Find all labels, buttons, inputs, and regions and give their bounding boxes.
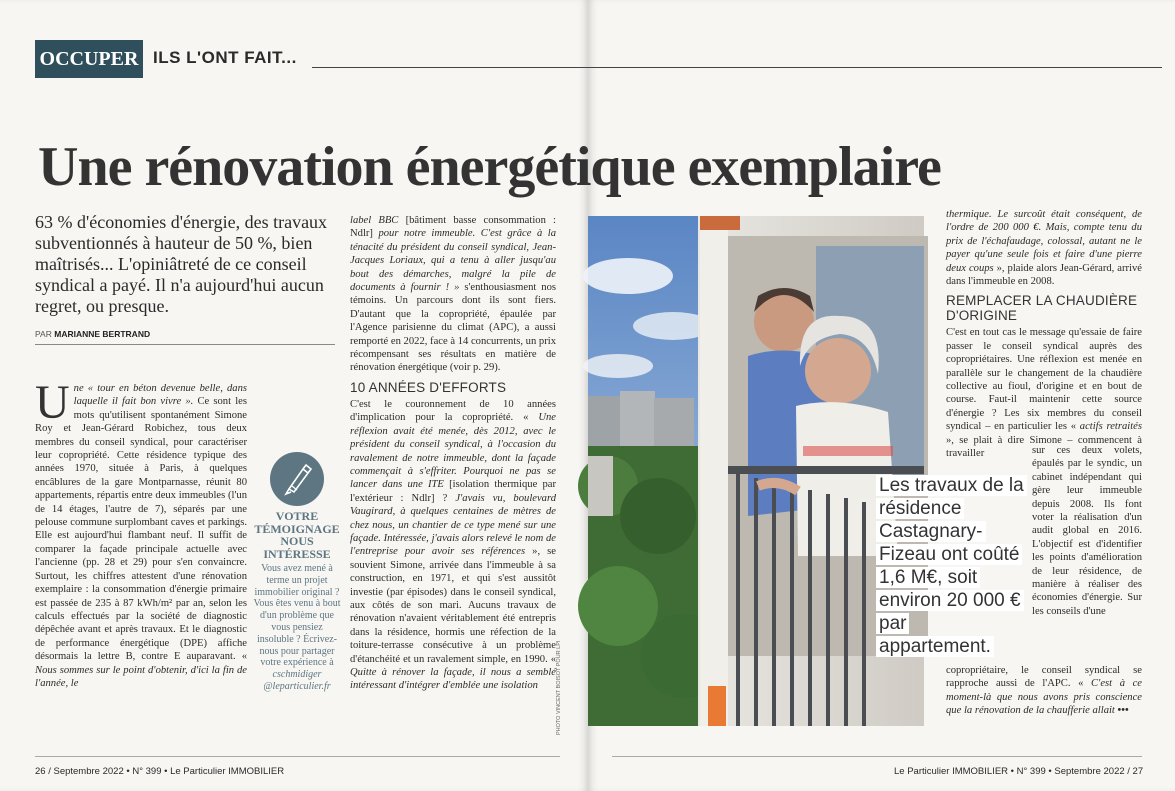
column1-body: Ce sont les mots qu'utilisent spontanément Simone Roy et Jean-Gérard Robichez, tous deux membres du conseil syndical, pour caractériser leur copropriété. Cette résidence typique des années 1970, située à Paris, à quelques encâblures de la gare Montparnasse, réunit 80 appartements, répartis entre deux immeubles (l'un de 14 étages, l'autre de 7), séparés par une pelouse commune surplombant caves et parkings. Elle est aujourd'hui flambant neuf. Il suffit de comparer la façade principale actuelle avec l'ancienne (pp. 28 et 29) pour s'en convaincre. Surtout, les chiffres attestent d'une rénovation exemplaire : la consommation d'énergie primaire est passée de 235 à 87 kWh/m² par an, selon les calculs effectués par la société de diagnostic dépêchée avant et après travaux. Et le diagnostic de performance énergétique (DPE) affiche désormais la lettre B, contre E auparavant. «: [35, 396, 247, 663]
col2-text-i: », se souvient Simone, arrivée dans l'immeuble à sa construction, en 1971, et qui s'est aussitôt investie (par épisodes) dans le conseil syndical, aux côtés de son mari. Aucuns travaux de rénovation n'avaient véritablement été entrepris dans la résidence, hormis une réfection de la toiture-terrasse consécutive à un problème d'étanchéité et un ravalement simple, en 1990. «: [350, 546, 556, 665]
col2-text-j: Quitte à rénover la façade, il nous a semblé intéressant d'intégrer d'emblée une isolation: [350, 667, 556, 692]
column1-quote-end: Nous sommes sur le point d'obtenir, d'ici la fin de l'année, le: [35, 664, 247, 689]
sidebar-text: [252, 563, 342, 693]
header-rule: [312, 67, 1162, 68]
col2-text-d: s'enthousiasment nos témoins. Un parcours dont ils sont fiers. D'autant que la copropriété, épaulée par l'Agence parisienne du climat (APC), a aussi remporté en 2022, face à 14 concurrents, un prix récompensant ses résultats en matière de rénovation énergétique (voir p. 29).: [350, 282, 557, 374]
section-heading-chaudiere: REMPLACER LA CHAUDIÈRE D'ORIGINE: [946, 293, 1138, 324]
footer-rule-left: [35, 756, 560, 757]
col3-text-d: actifs retraités: [1079, 421, 1143, 433]
col3-text-a: thermique. Le surcoût était conséquent, de l'ordre de 200 000 €. Mais, compte tenu du prix de l'échafaudage, colossal, autant ne le payer qu'une seule fois et faire d'une pierre deux coups: [946, 209, 1142, 274]
section-heading-efforts: 10 ANNÉES D'EFFORTS: [350, 379, 507, 395]
folio-left: 26 / Septembre 2022 • N° 399 • Le Particulier IMMOBILIER: [35, 766, 285, 777]
col2-text-h: J'avais vu, boulevard Vaugirard, à quelques centaines de mètres de chez nous, un chantier de ce type mené sur une façade. Intéressée, j'avais alors relevé le nom de l'entreprise pour avoir ses références: [350, 492, 556, 558]
photo-caption: [876, 474, 1026, 658]
photo-credit: PHOTO VINCENT BOISOT POUR LPI: [556, 640, 562, 735]
sidebar-title: VOTRE TÉMOIGNAGE NOUS INTÉRESSE: [254, 509, 340, 561]
col3-narrow-text: sur ces deux volets, épaulés par le syndic, un cabinet indépendant qui gère leur immeuble depuis 2008. Ils font voter la réalisation d'un audit global en 2016. L'objectif est d'identifier les points d'amélioration de leur résidence, de manière à réaliser des économies d'énergie. Sur les conseils d'une: [1032, 445, 1142, 617]
col3-text-g: C'est à ce moment-là que nous avons pris conscience que la rénovation de la chaufferie allait: [946, 678, 1142, 717]
article-photo: [588, 216, 924, 726]
drop-cap: U: [35, 376, 70, 429]
byline: [35, 329, 150, 339]
byline-author: MARIANNE BERTRAND: [54, 329, 151, 339]
continuation-mark: •••: [1114, 705, 1129, 717]
col2-text-a: label BBC: [350, 215, 399, 226]
col3-text-e: », se plait à dire Simone – commencent à travailler: [946, 434, 1142, 460]
col2-text-c: pour notre immeuble. C'est grâce à la ténacité du président du conseil syndical, Jean-Jacques Loriaux, qui a tenu à aller jusqu'au bout des démarches, malgré la pile de documents à fournir ! »: [350, 228, 556, 294]
section-subrubric: ILS L'ONT FAIT...: [153, 48, 297, 67]
article-headline: Une rénovation énergétique exemplaire: [38, 136, 941, 198]
testimony-sidebar: [252, 452, 342, 693]
col3-text-f: copropriétaire, le conseil syndical se rapproche aussi de l'APC. «: [946, 665, 1142, 690]
fountain-pen-icon: [270, 452, 324, 506]
col2-text-g: [isolation thermique par l'extérieur : Ndlr] ?: [350, 479, 556, 504]
article-column-1: [35, 376, 247, 738]
sidebar-body: Vous avez mené à terme un projet immobilier original ? Vous êtes venu à bout d'un problème que vous pensiez insoluble ? Écrivez-nous pour partager votre expérience à: [253, 563, 341, 669]
photo-caption-text: Les travaux de la résidence Castagnary-Fizeau ont coûté 1,6 M€, soit environ 20 000 € par appartement.: [876, 475, 1027, 657]
col2-text-b: [bâtiment basse consommation : Ndlr]: [350, 215, 556, 240]
col3-text-c: C'est en tout cas le message qu'essaie de faire passer le conseil syndical auprès des copropriétaires. Une réflexion est menée en parallèle sur le changement de la chaudière collective au fioul, d'origine et en bout de course. Faut-il maintenir cette source d'énergie ? Les six membres du conseil syndical – en particulier les «: [946, 327, 1142, 433]
folio-right: Le Particulier IMMOBILIER • N° 399 • Septembre 2022 / 27: [894, 766, 1144, 777]
sidebar-email[interactable]: cschmidiger @leparticulier.fr: [263, 669, 331, 692]
article-lead: 63 % d'économies d'énergie, des travaux subventionnés à hauteur de 50 %, bien maîtrisés... L'opiniâtreté de ce conseil syndical a payé. Il n'a aujourd'hui aucun regret, ou presque.: [35, 212, 328, 316]
byline-prefix: PAR: [35, 329, 52, 339]
article-column-2: [350, 214, 556, 744]
article-column-3: [946, 208, 1143, 460]
opening-quote: ne « tour en béton devenue belle, dans laquelle il fait bon vivre ».: [73, 383, 247, 408]
byline-rule: [35, 344, 335, 345]
col3-text-b: », plaide alors Jean-Gérard, arrivé dans l'immeuble en 2008.: [946, 262, 1142, 288]
article-column-3-narrow: [1032, 444, 1142, 666]
col2-text-f: Une réflexion avait été menée, dès 2012, avec le président du conseil syndical, à l'occasion du ravalement de notre immeuble, dont la façade commençait à s'effriter. Pourquoi ne pas se lancer dans une ITE: [350, 412, 556, 491]
section-rubric: OCCUPER: [35, 40, 143, 78]
col2-text-e: C'est le couronnement de 10 années d'implication pour la copropriété. «: [350, 398, 556, 424]
article-column-3-bottom: [946, 664, 1142, 744]
footer-rule-right: [612, 756, 1142, 757]
